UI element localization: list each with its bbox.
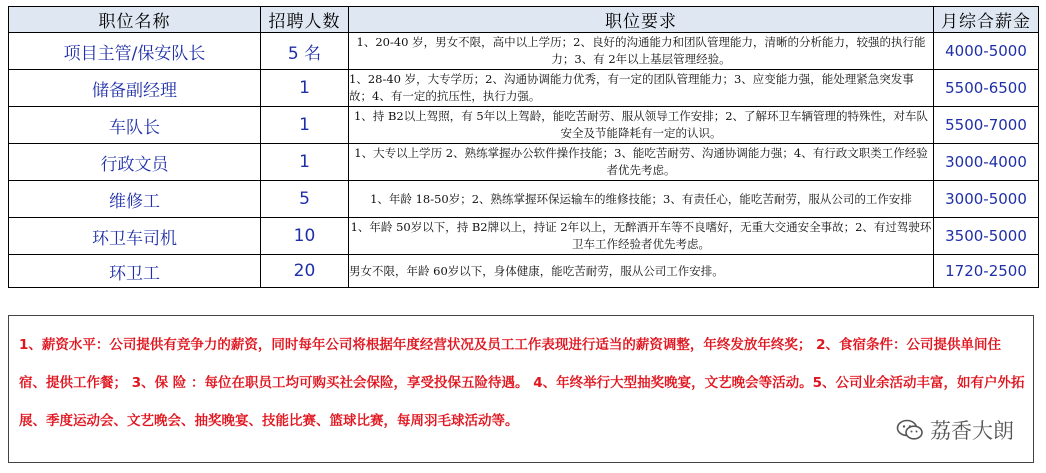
salary-cell: 1720-2500 <box>934 255 1039 288</box>
table-row <box>9 218 1039 255</box>
header-position: 职位名称 <box>9 7 261 33</box>
benefits-notes: 1、薪资水平：公司提供有竞争力的薪资，同时每年公司将根据年度经营状况及员工工作表现进行适当的薪资调整，年终发放年终奖； 2、食宿条件：公司提供单间住宿、提供工作餐； 3、保 险 ：每位在职员工均可购买社会保险，享受投保五险待遇。 4、年终举行大型抽奖晚宴，文艺晚会等活动。5、公司业余活动丰富，如有户外拓展、季度运动会、文艺晚会、抽奖晚宴、技能比赛、篮球比赛，每周羽毛球活动等。 <box>8 315 1034 463</box>
position-cell: 维修工 <box>9 181 261 218</box>
salary-cell: 3500-5000 <box>934 218 1039 255</box>
requirements-cell: 1、大专以上学历 2、熟练掌握办公软件操作技能；3、能吃苦耐劳、沟通协调能力强；4、有行政文职类工作经验者优先考虑。 <box>349 144 934 181</box>
requirements-cell: 1、20-40 岁，男女不限，高中以上学历；2、良好的沟通能力和团队管理能力，清晰的分析能力，较强的执行能力；3、有 2年以上基层管理经验。 <box>349 33 934 70</box>
wechat-icon <box>896 419 924 441</box>
requirements-cell: 男女不限，年龄 60岁以下，身体健康，能吃苦耐劳，服从公司工作安排。 <box>349 255 934 288</box>
requirements-cell: 1、持 B2以上驾照，有 5年以上驾龄，能吃苦耐劳、服从领导工作安排；2、了解环卫车辆管理的特殊性，对车队安全及节能降耗有一定的认识。 <box>349 107 934 144</box>
recruitment-table <box>8 6 1039 288</box>
requirements-cell: 1、年龄 18-50岁；2、熟练掌握环保运输车的维修技能；3、有责任心，能吃苦耐劳，服从公司的工作安排 <box>349 181 934 218</box>
count-cell: 5 <box>261 181 349 218</box>
count-cell: 5 名 <box>261 33 349 70</box>
position-cell: 车队长 <box>9 107 261 144</box>
table-header-row <box>9 7 1039 33</box>
position-cell: 环卫车司机 <box>9 218 261 255</box>
position-cell: 储备副经理 <box>9 70 261 107</box>
count-cell: 1 <box>261 144 349 181</box>
header-requirements: 职位要求 <box>349 7 934 33</box>
watermark-text: 荔香大朗 <box>930 419 1014 443</box>
salary-cell: 3000-5000 <box>934 181 1039 218</box>
header-salary: 月综合薪金 <box>934 7 1039 33</box>
position-cell: 项目主管/保安队长 <box>9 33 261 70</box>
table-row <box>9 181 1039 218</box>
table-row <box>9 144 1039 181</box>
table-row <box>9 70 1039 107</box>
salary-cell: 3000-4000 <box>934 144 1039 181</box>
salary-cell: 4000-5000 <box>934 33 1039 70</box>
count-cell: 1 <box>261 70 349 107</box>
count-cell: 20 <box>261 255 349 288</box>
requirements-cell: 1、年龄 50岁以下，持 B2牌以上，持证 2年以上，无醉酒开车等不良嗜好，无重大交通安全事故；2、有过驾驶环卫车工作经验者优先考虑。 <box>349 218 934 255</box>
watermark <box>896 415 1014 445</box>
count-cell: 10 <box>261 218 349 255</box>
table-row <box>9 255 1039 288</box>
position-cell: 环卫工 <box>9 255 261 288</box>
count-cell: 1 <box>261 107 349 144</box>
table-row <box>9 107 1039 144</box>
salary-cell: 5500-7000 <box>934 107 1039 144</box>
table-row <box>9 33 1039 70</box>
position-cell: 行政文员 <box>9 144 261 181</box>
salary-cell: 5500-6500 <box>934 70 1039 107</box>
requirements-cell: 1、28-40 岁，大专学历；2、沟通协调能力优秀，有一定的团队管理能力；3、应变能力强，能处理紧急突发事故；4、有一定的抗压性，执行力强。 <box>349 70 934 107</box>
header-count: 招聘人数 <box>261 7 349 33</box>
